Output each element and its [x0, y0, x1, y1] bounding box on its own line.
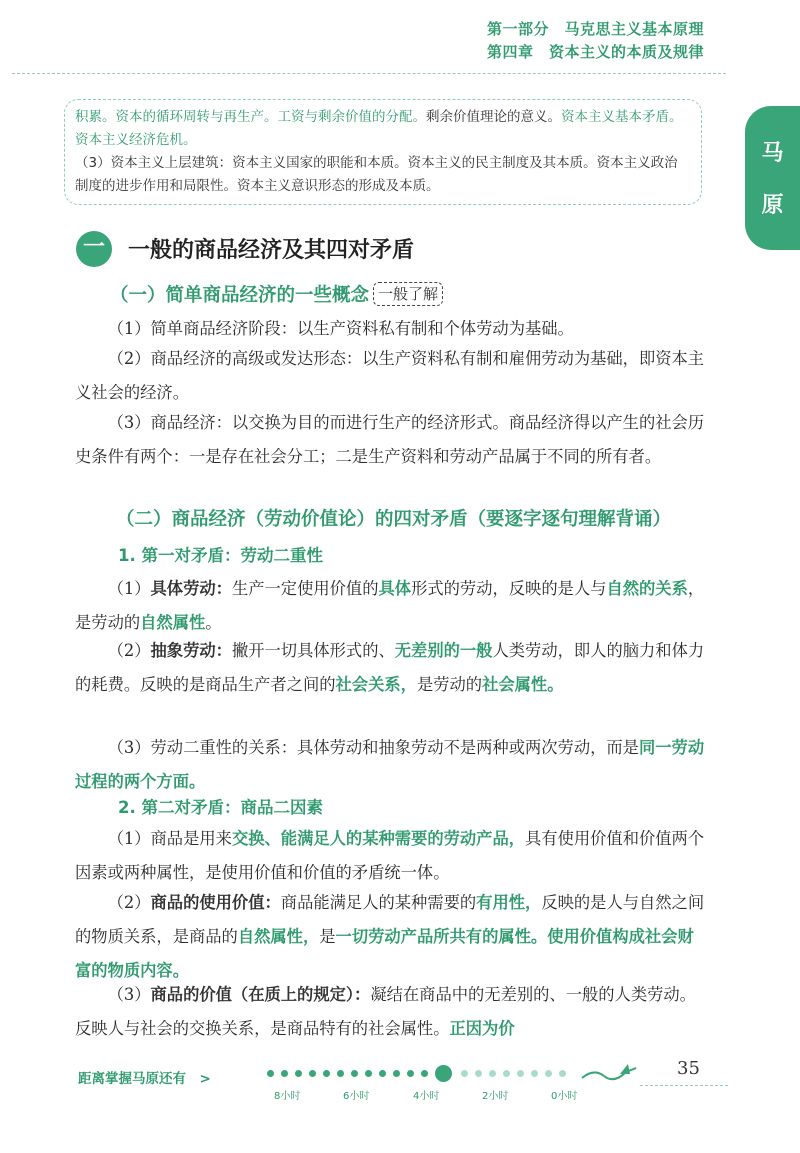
running-header [487, 18, 704, 64]
paragraph-use-value: （2）商品的使用价值：商品能满足人的某种需要的有用性，反映的是人与自然之间的物质关系，是商品的自然属性，是一切劳动产品所共有的属性。使用价值构成社会财富的物质内容。 [75, 893, 705, 980]
paragraph-1: （1）简单商品经济阶段：以生产资料私有制和个体劳动为基础。 [107, 319, 574, 338]
paragraph-3: （3）商品经济：以交换为目的而进行生产的经济形式。商品经济得以产生的社会历史条件有两个：一是存在社会分工；二是生产资料和劳动产品属于不同的所有者。 [75, 413, 705, 466]
side-tab-char-2: 原 [761, 193, 784, 218]
header-part: 第一部分 马克思主义基本原理 [486, 20, 704, 38]
paragraph-commodity: （1）商品是用来交换、能满足人的某种需要的劳动产品，具有使用价值和价值两个因素或两种属性，是使用价值和价值的矛盾统一体。 [75, 829, 705, 882]
tick-2h: 2小时 [482, 1091, 509, 1102]
side-tab-mayuan [745, 106, 800, 250]
paragraph-abstract-labor: （2）抽象劳动：撇开一切具体形式的、无差别的一般人类劳动，即人的脑力和体力的耗费。反映的是商品生产者之间的社会关系，是劳动的社会属性。 [75, 641, 705, 694]
header-chapter: 第四章 资本主义的本质及规律 [486, 43, 704, 61]
subsection-1-heading [110, 281, 443, 307]
level-badge: 一般了解 [373, 282, 443, 306]
syllabus-text-a: 积累。资本的循环周转与再生产。工资与剩余价值的分配。 [75, 109, 426, 125]
section-title: 一般的商品经济及其四对矛盾 [128, 238, 415, 263]
syllabus-box [64, 99, 702, 205]
point-1-heading: 1. 第一对矛盾：劳动二重性 [118, 546, 323, 565]
section-number-badge: 一 [76, 231, 112, 267]
paragraph-2: （2）商品经济的高级或发达形态：以生产资料私有制和雇佣劳动为基础，即资本主义社会的经济。 [75, 349, 705, 402]
tick-0h: 0小时 [551, 1091, 578, 1102]
tick-8h: 8小时 [274, 1091, 301, 1102]
subsection-1-title: （一）简单商品经济的一些概念 [110, 285, 370, 306]
point-2-heading: 2. 第二对矛盾：商品二因素 [118, 798, 323, 817]
footer-divider [640, 1085, 728, 1086]
paragraph-dual-labor: （3）劳动二重性的关系：具体劳动和抽象劳动不是两种或两次劳动，而是同一劳动过程的两个方面。 [75, 738, 705, 791]
progress-track [265, 1061, 595, 1087]
header-divider [12, 73, 726, 74]
paragraph-concrete-labor: （1）具体劳动：生产一定使用价值的具体形式的劳动，反映的是人与自然的关系，是劳动的自然属性。 [75, 579, 705, 632]
syllabus-text-c: 资本主义基本矛盾。资本主义经济危机。 [75, 109, 683, 148]
paragraph-value: （3）商品的价值（在质上的规定）：凝结在商品中的无差别的、一般的人类劳动。反映人与社会的交换关系，是商品特有的社会属性。正因为价 [75, 985, 696, 1038]
bird-decoration-icon [580, 1060, 640, 1088]
side-tab-char-1: 马 [761, 141, 784, 166]
subsection-2-heading: （二）商品经济（劳动价值论）的四对矛盾（要逐字逐句理解背诵） [116, 509, 672, 530]
progress-label: 距离掌握马原还有 > [78, 1071, 211, 1087]
tick-6h: 6小时 [343, 1091, 370, 1102]
syllabus-line-1 [75, 106, 691, 152]
syllabus-line-2: （3）资本主义上层建筑：资本主义国家的职能和本质。资本主义的民主制度及其本质。资本主义政治制度的进步作用和局限性。资本主义意识形态的形成及本质。 [75, 155, 678, 194]
tick-4h: 4小时 [413, 1091, 440, 1102]
progress-marker-icon [435, 1065, 452, 1082]
syllabus-text-b: 剩余价值理论的意义。 [426, 109, 561, 125]
page-number: 35 [677, 1058, 700, 1079]
